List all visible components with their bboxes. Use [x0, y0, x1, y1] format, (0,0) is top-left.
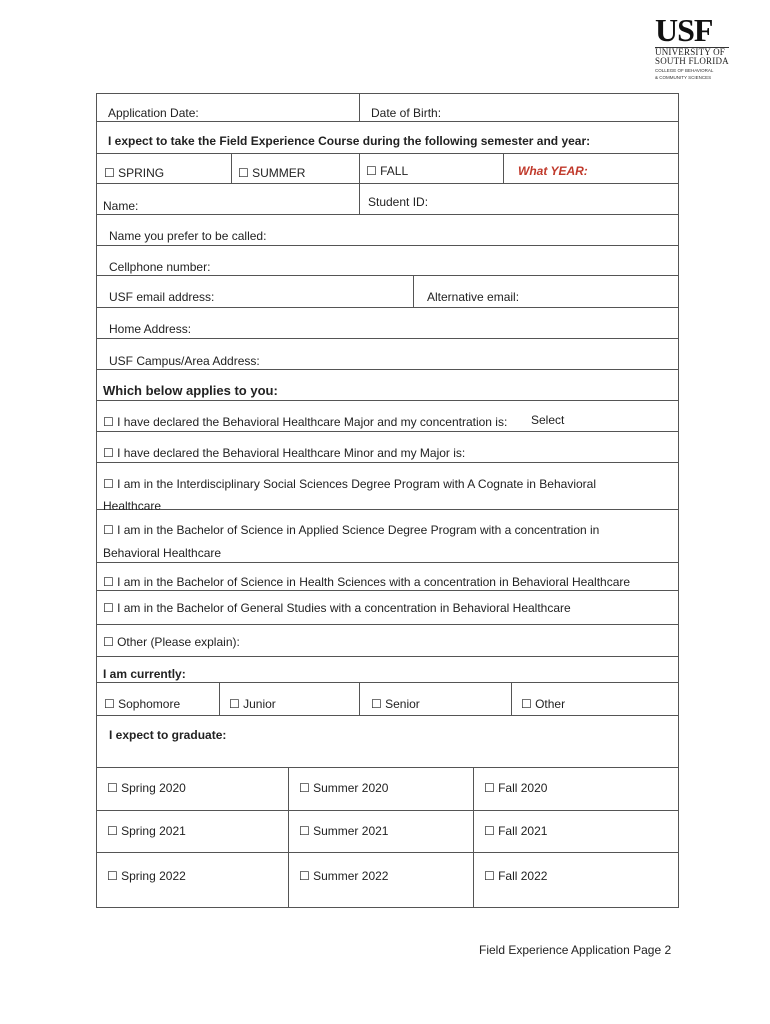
row-cellphone	[96, 246, 679, 276]
spring-2020-checkbox[interactable]: ☐ Spring 2020	[107, 781, 186, 795]
applied-science-checkbox[interactable]: ☐ I am in the Bachelor of Science in Applied Science Degree Program with a concentration in	[103, 523, 600, 537]
other-year-cell	[511, 683, 678, 715]
logo-wordmark: USF	[655, 12, 713, 48]
minor-checkbox[interactable]: ☐ I have declared the Behavioral Healthcare Minor and my Major is:	[103, 446, 466, 460]
summer-2022-cell	[288, 853, 473, 907]
row-semesters	[96, 154, 679, 184]
summer-2020-cell	[288, 768, 473, 810]
usf-email-field[interactable]: USF email address:	[109, 290, 215, 304]
fall-checkbox[interactable]: ☐ FALL	[366, 164, 409, 178]
applies-heading: Which below applies to you:	[103, 383, 278, 398]
summer-checkbox[interactable]: ☐ SUMMER	[238, 166, 306, 180]
student-id-cell	[359, 184, 678, 214]
fall-2020-checkbox[interactable]: ☐ Fall 2020	[484, 781, 548, 795]
other-year-checkbox[interactable]: ☐ Other	[521, 697, 566, 711]
major-checkbox[interactable]: ☐ I have declared the Behavioral Healthcare Major and my concentration is:	[103, 415, 508, 429]
senior-cell	[359, 683, 511, 715]
fall-2022-checkbox[interactable]: ☐ Fall 2022	[484, 869, 548, 883]
alt-email-cell	[413, 276, 678, 307]
fall-2021-checkbox[interactable]: ☐ Fall 2021	[484, 824, 548, 838]
year-cell	[503, 154, 678, 183]
row-dates	[96, 94, 679, 122]
usf-logo	[655, 12, 733, 80]
graduate-heading: I expect to graduate:	[109, 728, 227, 742]
row-applied-science	[96, 510, 679, 563]
page-footer: Field Experience Application Page 2	[479, 943, 672, 957]
preferred-name-field[interactable]: Name you prefer to be called:	[109, 229, 267, 243]
campus-address-field[interactable]: USF Campus/Area Address:	[109, 354, 260, 368]
currently-heading: I am currently:	[103, 667, 186, 681]
dob-cell	[359, 94, 678, 121]
other-explain-checkbox[interactable]: ☐ Other (Please explain):	[103, 635, 240, 649]
spring-checkbox[interactable]: ☐ SPRING	[104, 166, 165, 180]
summer-2020-checkbox[interactable]: ☐ Summer 2020	[299, 781, 389, 795]
row-class-year	[96, 683, 679, 716]
logo-line-1: UNIVERSITY OF	[655, 47, 726, 57]
alt-email-field[interactable]: Alternative email:	[427, 290, 520, 304]
application-form	[96, 93, 679, 908]
row-home-address	[96, 308, 679, 339]
date-of-birth-field[interactable]: Date of Birth:	[371, 106, 442, 120]
concentration-select[interactable]: Select	[531, 413, 565, 427]
semester-question: I expect to take the Field Experience Course during the following semester and year:	[108, 134, 591, 148]
sophomore-checkbox[interactable]: ☐ Sophomore	[104, 697, 181, 711]
logo-line-3: COLLEGE OF BEHAVIORAL	[655, 68, 714, 73]
health-sciences-checkbox[interactable]: ☐ I am in the Bachelor of Science in Health Sciences with a concentration in Behavioral Healthcare	[103, 575, 631, 589]
row-grad-2020	[96, 768, 679, 811]
name-field[interactable]: Name:	[103, 199, 139, 213]
row-name	[96, 184, 679, 215]
summer-2021-checkbox[interactable]: ☐ Summer 2021	[299, 824, 389, 838]
general-studies-checkbox[interactable]: ☐ I am in the Bachelor of General Studies with a concentration in Behavioral Healthcare	[103, 601, 571, 615]
row-grad-2022	[96, 853, 679, 908]
row-graduate-heading	[96, 716, 679, 768]
interdisciplinary-line-2: Healthcare	[103, 499, 162, 513]
row-currently-heading	[96, 657, 679, 683]
fall-2022-cell	[473, 853, 678, 907]
summer-cell	[231, 154, 361, 183]
row-major	[96, 401, 679, 432]
row-other	[96, 625, 679, 657]
cellphone-field[interactable]: Cellphone number:	[109, 260, 211, 274]
fall-2021-cell	[473, 811, 678, 852]
row-applies-heading	[96, 370, 679, 401]
logo-line-4: & COMMUNITY SCIENCES	[655, 75, 712, 80]
spring-2021-checkbox[interactable]: ☐ Spring 2021	[107, 824, 186, 838]
home-address-field[interactable]: Home Address:	[109, 322, 192, 336]
row-minor	[96, 432, 679, 463]
logo-line-2: SOUTH FLORIDA	[655, 56, 729, 66]
summer-2021-cell	[288, 811, 473, 852]
summer-2022-checkbox[interactable]: ☐ Summer 2022	[299, 869, 389, 883]
student-id-field[interactable]: Student ID:	[368, 195, 429, 209]
row-general-studies	[96, 591, 679, 625]
row-grad-2021	[96, 811, 679, 853]
applied-science-line-2: Behavioral Healthcare	[103, 546, 222, 560]
row-interdisciplinary	[96, 463, 679, 513]
row-preferred-name	[96, 215, 679, 246]
row-emails	[96, 276, 679, 308]
senior-checkbox[interactable]: ☐ Senior	[371, 697, 420, 711]
interdisciplinary-checkbox[interactable]: ☐ I am in the Interdisciplinary Social Sciences Degree Program with A Cognate in Behavioral	[103, 477, 597, 491]
row-health-sciences	[96, 563, 679, 591]
fall-cell	[359, 154, 503, 183]
junior-cell	[219, 683, 359, 715]
fall-2020-cell	[473, 768, 678, 810]
row-campus-address	[96, 339, 679, 370]
application-date-field[interactable]: Application Date:	[108, 106, 199, 120]
what-year-field[interactable]: What YEAR:	[518, 164, 588, 178]
spring-2022-checkbox[interactable]: ☐ Spring 2022	[107, 869, 186, 883]
row-semester-question	[96, 122, 679, 154]
junior-checkbox[interactable]: ☐ Junior	[229, 697, 276, 711]
